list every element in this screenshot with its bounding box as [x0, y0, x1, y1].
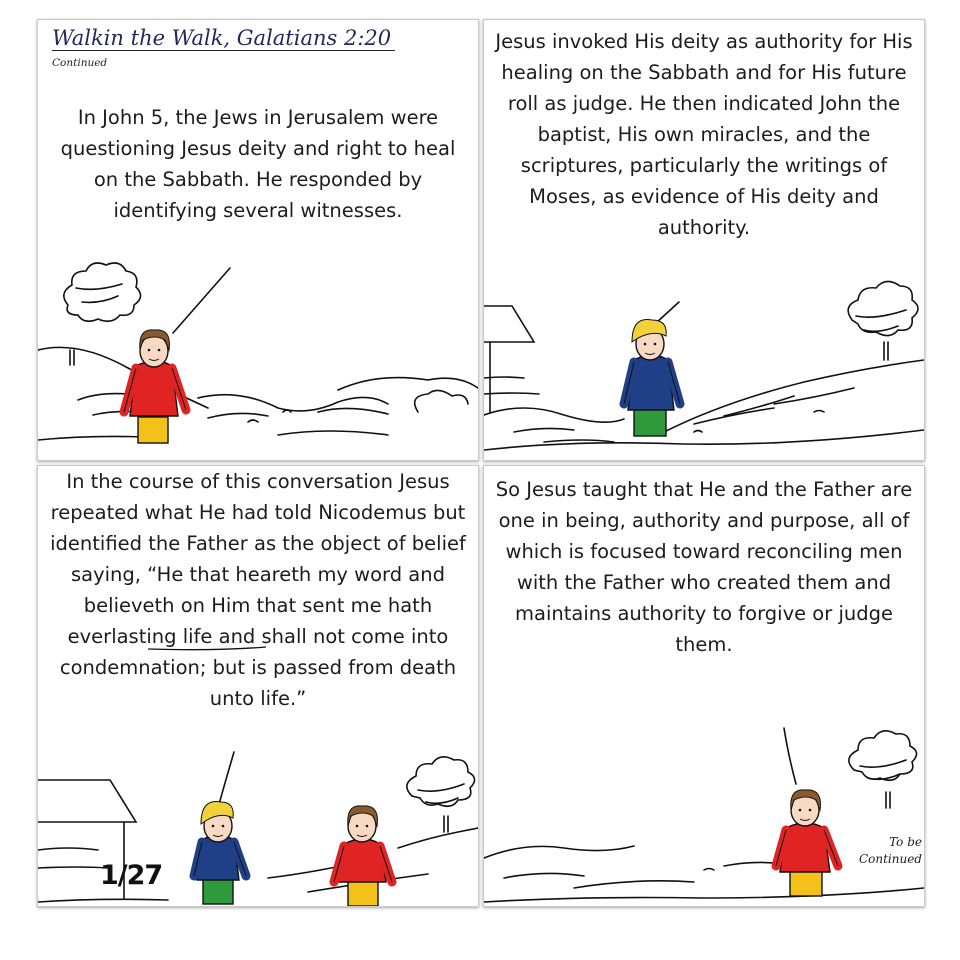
- to-be-text: To be: [889, 835, 922, 849]
- to-be-continued-note: [859, 834, 922, 868]
- character-blue-shirt: [624, 319, 680, 436]
- character-red-shirt: [124, 330, 186, 443]
- character-red-shirt: [776, 790, 838, 896]
- panel-1-scene-illustration: [38, 20, 478, 460]
- panel-3-caption-text: In the course of this conversation Jesus repeated what He had told Nicodemus but identified the Father as the object of belief saying, “He that heareth my word and believeth on: [50, 470, 466, 617]
- comic-subtitle: Continued: [52, 57, 108, 69]
- comic-panel-1: [37, 19, 479, 461]
- panel-4-caption: So Jesus taught that He and the Father are one in being, authority and purpose, all of which is focused toward reconciling men with the Father who created them and maintains authority to forgive or judge them.: [495, 478, 913, 656]
- comic-panel-2: [483, 19, 925, 461]
- continued-text: Continued: [858, 852, 922, 866]
- comic-title: Walkin the Walk, Galatians 2:20: [52, 26, 395, 51]
- comic-panel-3: [37, 465, 479, 907]
- character-red-shirt: [334, 806, 392, 906]
- panel-2-caption: Jesus invoked His deity as authority for His healing on the Sabbath and for His future roll as judge. He then indicated John the baptist, His own miracles, and the scriptures, particularly the writings of Moses, as evidence of His deity and authority.: [495, 30, 913, 239]
- comic-panel-4: [483, 465, 925, 907]
- panel-1-caption: In John 5, the Jews in Jerusalem were questioning Jesus deity and right to heal on the Sabbath. He responded by identifying several witnesses.: [60, 106, 456, 222]
- panel-3-caption: [48, 466, 468, 714]
- page-number: 1/27: [100, 860, 163, 891]
- character-blue-shirt: [194, 801, 246, 904]
- panel-3-caption-text-end: hath everlasting life and shall not come into condemnation; but is passed from death unto life.”: [59, 594, 457, 710]
- panel-3-caption-underlined: Him that sent me: [211, 594, 382, 617]
